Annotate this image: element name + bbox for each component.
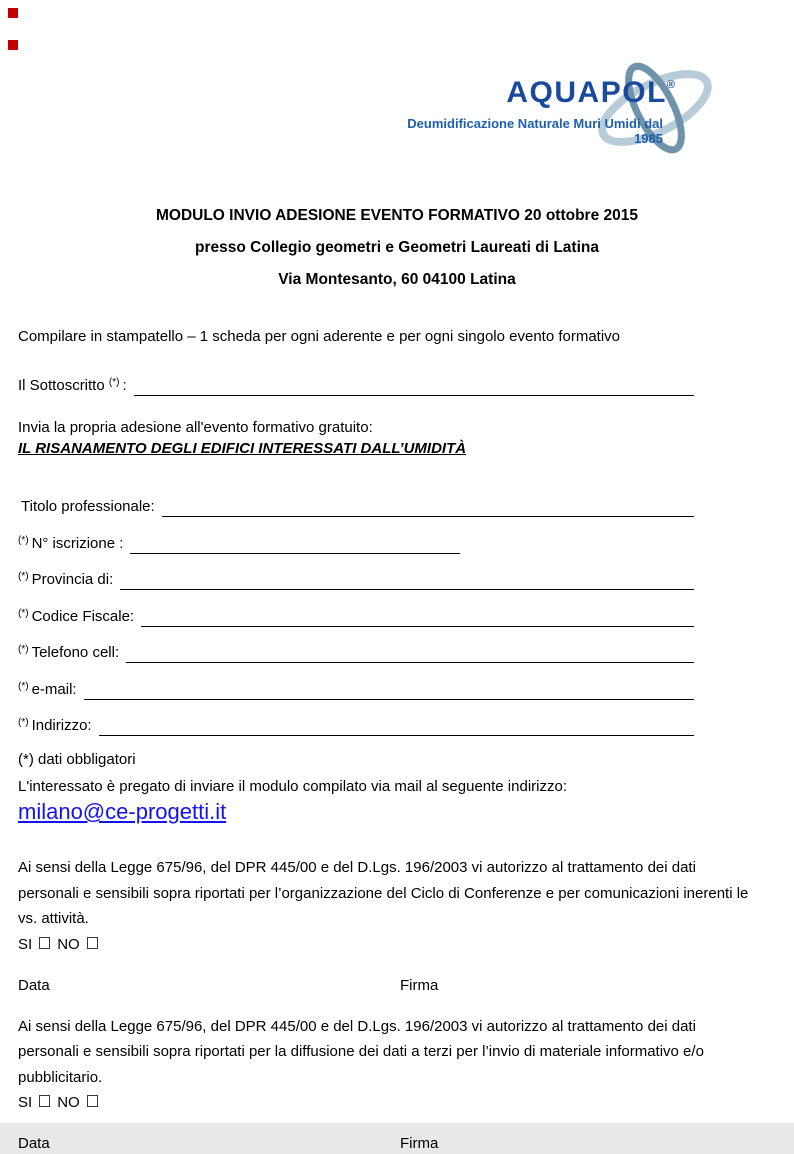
broken-image-icon: [8, 40, 18, 50]
field-provincia: [18, 566, 694, 590]
field-label: (*) N° iscrizione :: [18, 534, 124, 552]
title-line-1: MODULO INVIO ADESIONE EVENTO FORMATIVO 20 ottobre 2015: [155, 207, 638, 224]
brand-name: [380, 68, 725, 110]
field-telefono: [18, 639, 694, 663]
field-n-iscrizione: [18, 530, 694, 554]
consent-2-signature-row: [18, 1133, 758, 1154]
registered-mark: ®: [666, 79, 675, 91]
required-mark: (*): [18, 534, 29, 546]
yes-label: SI: [18, 1094, 33, 1111]
input-line-provincia[interactable]: [120, 573, 694, 590]
email-link[interactable]: milano@ce-progetti.it: [18, 799, 227, 824]
signature-label: Firma: [400, 1135, 439, 1152]
required-mark: (*): [18, 680, 29, 692]
date-label: Data: [18, 1135, 50, 1152]
no-checkbox[interactable]: [87, 937, 98, 949]
required-mark: (*): [18, 717, 29, 728]
no-checkbox[interactable]: [87, 1095, 98, 1107]
field-label: (*) Provincia di:: [18, 571, 114, 588]
aquapol-logo: [380, 68, 725, 160]
yes-checkbox[interactable]: [39, 1095, 50, 1107]
field-sottoscritto: [18, 372, 694, 396]
yes-checkbox[interactable]: [39, 937, 50, 949]
no-label: NO: [57, 1094, 80, 1111]
required-mark: (*): [18, 644, 29, 655]
input-line-sottoscritto[interactable]: [134, 379, 694, 396]
consent-paragraph-2: Ai sensi della Legge 675/96, del DPR 445/00 e del D.Lgs. 196/2003 vi autorizzo al trattamento dei dati personali e sensibili sopra riportati per la diffusione dei dati a terzi per l’invio di materiale informativo e/o pubblicitario.: [18, 1017, 704, 1086]
input-line-telefono[interactable]: [126, 646, 694, 663]
consent-1-yesno: [18, 934, 794, 955]
input-line-codice-fiscale[interactable]: [141, 610, 694, 627]
consent-1-signature-row: [18, 975, 758, 996]
field-indirizzo: [18, 712, 694, 736]
required-mark: (*): [18, 607, 29, 619]
yes-label: SI: [18, 935, 33, 953]
brand-text: AQUAPOL: [506, 76, 667, 109]
consent-paragraph-1: Ai sensi della Legge 675/96, del DPR 445/00 e del D.Lgs. 196/2003 vi autorizzo al trattamento dei dati personali e sensibili sopra riportati per l’organizzazione del Ciclo di Conferenze e per comunicazioni inerenti le vs. attività.: [18, 859, 749, 927]
field-label: (*) e-mail:: [18, 680, 77, 698]
field-codice-fiscale: [18, 603, 694, 627]
input-line-titolo[interactable]: [162, 500, 694, 517]
input-line-email[interactable]: [84, 683, 694, 700]
date-label: Data: [18, 976, 50, 994]
field-label: Il Sottoscritto (*) :: [18, 377, 127, 394]
required-mark: (*): [18, 571, 29, 582]
invite-line: Invia la propria adesione all'evento formativo gratuito:: [18, 419, 373, 436]
mandatory-note: (*) dati obbligatori: [18, 751, 136, 768]
input-line-indirizzo[interactable]: [99, 719, 694, 736]
title-line-2: presso Collegio geometri e Geometri Laureati di Latina: [195, 239, 599, 256]
event-title: IL RISANAMENTO DEGLI EDIFICI INTERESSATI DALL’UMIDITÀ: [18, 440, 467, 457]
field-email: [18, 676, 694, 700]
broken-image-icon: [8, 8, 18, 18]
input-line-iscrizione[interactable]: [130, 537, 460, 554]
field-label: (*) Codice Fiscale:: [18, 607, 135, 625]
field-label: Titolo professionale:: [21, 498, 155, 515]
signature-label: Firma: [400, 976, 439, 994]
brand-tagline: Deumidificazione Naturale Muri Umidi dal 1985: [407, 116, 663, 146]
field-titolo-professionale: [18, 493, 694, 517]
no-label: NO: [57, 935, 80, 953]
title-line-3: Via Montesanto, 60 04100 Latina: [278, 271, 516, 288]
consent-2-yesno: [18, 1092, 794, 1113]
required-mark: (*): [108, 377, 120, 388]
field-label: (*) Telefono cell:: [18, 644, 120, 661]
fill-instructions: Compilare in stampatello – 1 scheda per ogni aderente e per ogni singolo evento formativo: [18, 328, 621, 345]
send-instruction: L'interessato è pregato di inviare il modulo compilato via mail al seguente indirizzo:: [18, 778, 567, 795]
email-row: [18, 799, 794, 828]
field-label: (*) Indirizzo:: [18, 717, 92, 734]
